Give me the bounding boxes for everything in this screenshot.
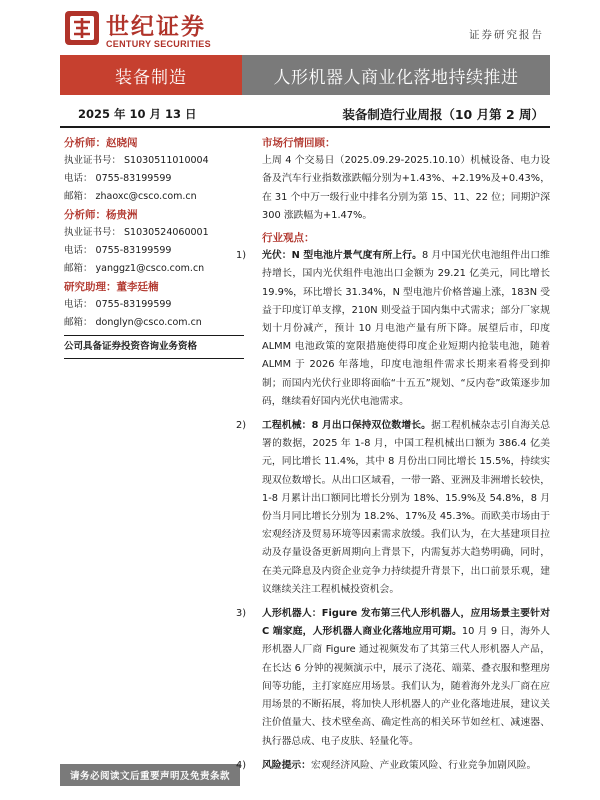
assistant-phone: 电话： 0755-83199599	[64, 299, 172, 310]
viewpoint-headline: 风险提示：	[262, 759, 311, 771]
header-divider	[60, 126, 550, 128]
viewpoint-headline: 工程机械：8 月出口保持双位数增长。	[262, 420, 432, 432]
report-headline: 人形机器人商业化落地持续推进	[242, 55, 550, 95]
analyst-email[interactable]: 邮箱： yanggz1@csco.com.cn	[64, 263, 205, 274]
analyst-panel	[64, 134, 244, 359]
document-type: 证券研究报告	[469, 29, 544, 41]
qualification-divider	[64, 335, 244, 336]
analyst-heading: 分析师：杨贵洲	[64, 209, 138, 221]
qualification-note: 公司具备证券投资咨询业务资格	[64, 341, 198, 352]
report-title: 装备制造行业周报（10 月第 2 周）	[342, 107, 544, 122]
title-bar	[60, 55, 550, 95]
viewpoint-number: 2)	[236, 420, 247, 432]
company-logo	[64, 8, 224, 54]
analyst-heading: 分析师：赵晓闯	[64, 137, 138, 149]
viewpoint-item	[236, 247, 550, 411]
sector-label: 装备制造	[60, 55, 242, 95]
viewpoint-body: 据工程机械杂志引自海关总署的数据，2025 年 1-8 月，中国工程机械出口额为 386.4 亿美元，同比增长 11.4%，其中 8 月份出口同比增长 15.5%，持续实现双位数增长。从出口区域看，一带一路、亚洲及非洲增长较快，1-8 月累计出口额同比增长分别为 18%、15.9%及 54.8%，8 月份当月同比增长分别为 18.2%、17%及 45.3%。而欧美市场由于宏观经济及贸易环境等因素需求放缓。我们认为，在大基建项目拉动及存量设备更新周期向上背景下，内需复苏大趋势明确，同时，在美元降息及内资企业竞争力持续提升背景下，出口前景乐观，建议继续关注工程机械投资机会。	[262, 420, 550, 595]
market-review-heading: 市场行情回顾：	[262, 137, 336, 149]
report-date: 2025 年 10 月 13 日	[78, 107, 197, 121]
analyst-phone: 电话： 0755-83199599	[64, 245, 172, 256]
viewpoint-number: 3)	[236, 608, 247, 620]
viewpoint-body: 10 月 9 日，海外人形机器人厂商 Figure 通过视频发布了其第三代人形机器人产品，在长达 6 分钟的视频演示中，展示了浇花、端菜、叠衣服和整理房间等功能，主打家庭应用场景。我们认为，随着海外龙头厂商在应用场景的不断拓展，将加快人形机器人的产业化落地进展，建议关注价值量大、技术壁垒高、确定性高的相关环节如丝杠、减速器、执行器总成、电子皮肤、轻量化等。	[262, 626, 550, 747]
viewpoint-item	[236, 757, 550, 775]
analyst-email[interactable]: 邮箱： zhaoxc@csco.com.cn	[64, 191, 197, 202]
viewpoint-item	[236, 417, 550, 599]
viewpoint-headline: 人形机器人：Figure 发布第三代人形机器人，应用场景主要针对 C 端家庭，人形机器人商业化落地应用可期。	[262, 608, 550, 638]
market-review-text: 上周 4 个交易日（2025.09.29-2025.10.10）机械设备、电力设备及汽车行业指数涨跌幅分别为+1.43%、+2.19%及+0.43%，在 31 个中万一级行业中排名分别为第 15、11、22 位；同期沪深 300 涨跌幅为+1.47%。	[262, 155, 550, 221]
main-content	[236, 134, 550, 775]
logo-english-name: CENTURY SECURITIES	[106, 39, 211, 49]
viewpoint-body: 宏观经济风险、产业政策风险、行业竞争加剧风险。	[310, 759, 537, 771]
analyst-license: 执业证书号： S1030511010004	[64, 155, 209, 166]
disclaimer-note: 请务必阅读文后重要声明及免责条款	[60, 764, 240, 786]
qualification-divider-bottom	[64, 358, 244, 359]
analyst-license: 执业证书号： S1030524060001	[64, 227, 209, 238]
assistant-email[interactable]: 邮箱： donglyn@csco.com.cn	[64, 317, 202, 328]
viewpoint-body: 8 月中国光伏电池组件出口维持增长，国内光伏组件电池出口金额为 29.21 亿美元，同比增长 19.9%，环比增长 31.34%，N 型电池片价格普遍上涨，183N 受益于印度订单支撑，210N 则受益于国内集中式需求；部分厂家规划十月份减产，预计 10 月电池产量有所下降。展望后市，印度 ALMM 电池政策的宽限措施使得印度企业短期内抢装电池，随着 ALMM 于 2026 年落地，印度电池组件需求长期来看将受到抑制；而国内光伏行业即将面临“十五五”规划、“反内卷”政策逐步加码，继续看好国内光伏电池需求。	[262, 250, 550, 407]
logo-chinese-name: 世纪证券	[106, 13, 206, 40]
viewpoints-heading: 行业观点：	[262, 232, 315, 245]
analyst-phone: 电话： 0755-83199599	[64, 173, 172, 184]
viewpoint-headline: 光伏：N 型电池片景气度有所上行。	[262, 250, 422, 262]
viewpoint-number: 4)	[236, 759, 247, 771]
viewpoint-item	[236, 605, 550, 751]
century-securities-logo-icon	[64, 10, 100, 46]
viewpoint-number: 1)	[236, 250, 247, 262]
research-assistant-heading: 研究助理：董李廷楠	[64, 281, 159, 293]
